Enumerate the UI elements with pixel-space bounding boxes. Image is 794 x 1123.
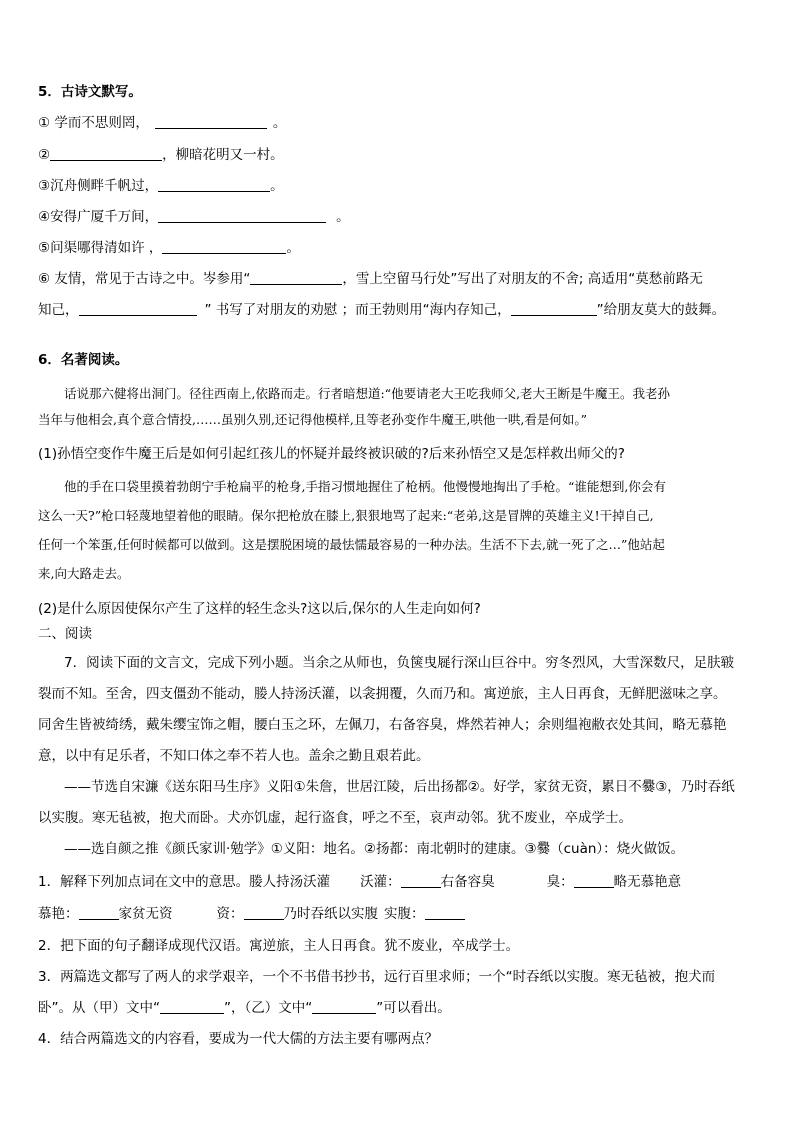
q5-line-7-text: 知己， <box>38 302 79 318</box>
q6-passage-2-line-1: 他的手在口袋里摸着勃朗宁手枪扁平的枪身,手指习惯地握住了枪柄。他慢慢地掏出了手枪。“谁能想到,你会有 <box>64 479 666 494</box>
q7-sub-4: 4．结合两篇选文的内容看，要成为一代大儒的方法主要有哪两点？ <box>38 1031 439 1047</box>
q5-line-4-text: ④安得广厦千万间， <box>38 209 159 225</box>
term-context: 家贫无资 <box>118 906 173 922</box>
q5-line-2-end: ，柳暗花明又一村。 <box>162 147 284 163</box>
sub-3-text: ”，（乙）文中“ <box>224 1000 313 1016</box>
q5-line-6-text: ⑥ 友情，常见于古诗之中。岑参用“ <box>38 271 251 287</box>
answer-blank[interactable] <box>158 208 326 223</box>
q7-sub-2: 2．把下面的句子翻译成现代汉语。寓逆旅，主人日再食。犹不废业，卒成学士。 <box>38 938 520 954</box>
q5-line-4-end: 。 <box>336 209 350 225</box>
q7-passage-line-4: 意，以中有足乐者，不知口体之奉不若人也。盖余之勤且艰若此。 <box>38 748 430 764</box>
q5-line-3 <box>38 176 758 196</box>
q5-line-6-rest: ，雪上空留马行处”写出了对朋友的不舍; 高适用“莫愁前路无 <box>342 271 703 287</box>
sub-1-prompt: 1．解释下列加点词在文中的意思。媵人持汤沃灌 <box>38 874 331 890</box>
q7-sub-3-line-1: 3．两篇选文都写了两人的求学艰辛，一个不书借书抄书，远行百里求师；一个“时吞纸以实腹。寒无毡被，抱犬而 <box>38 969 716 985</box>
q6-passage-2-line-4: 来,向大路走去。 <box>38 566 130 581</box>
q6-passage-1-line-2: 当年与他相会,真个意合情投,……虽别久别,还记得他模样,且等老孙变作牛魔王,哄他一哄,看是何如。” <box>38 412 587 427</box>
answer-blank[interactable] <box>401 873 441 888</box>
q7-source-1-line-2: 以实腹。寒无毡被，抱犬而卧。犬亦饥虚，起行盗食，呼之不至，哀声动邻。犹不废业，卒成学士。 <box>38 810 632 826</box>
answer-blank[interactable] <box>244 905 284 920</box>
q5-line-1 <box>38 113 758 133</box>
term-label: 慕艳： <box>38 906 79 922</box>
q5-line-5-text: ⑤问渠哪得清如许 ， <box>38 240 163 256</box>
q5-line-3-end: 。 <box>270 178 284 194</box>
term-label: 资： <box>216 906 244 922</box>
sub-3-text: ”可以看出。 <box>376 1000 451 1016</box>
q5-line-1-text: ① 学而不思则罔， <box>38 115 149 131</box>
answer-blank[interactable] <box>155 114 267 129</box>
answer-blank[interactable] <box>79 905 119 920</box>
q6-passage-1-line-1: 话说那六健将出洞门。径往西南上,依路而走。行者暗想道:“他要请老大王吃我师父,老大王断是牛魔王。我老孙 <box>64 386 671 401</box>
term-context: 乃时吞纸以实腹 <box>283 906 378 922</box>
q5-line-7-mid: ” 书写了对朋友的劝慰 ；而王勃则用“海内存知己， <box>204 302 511 318</box>
q7-source-1-line-1: ——节选自宋濂《送东阳马生序》义阳①朱詹，世居江陵，后出扬都②。好学，家贫无资，累日不爨③，乃时吞纸 <box>64 779 735 795</box>
answer-blank[interactable] <box>425 905 465 920</box>
q5-line-1-end: 。 <box>272 115 287 131</box>
answer-blank[interactable] <box>160 999 224 1014</box>
answer-blank[interactable] <box>250 270 342 285</box>
q6-question-1: (1)孙悟空变作牛魔王后是如何引起红孩儿的怀疑并最终被识破的?后来孙悟空又是怎样救出师父的? <box>38 446 625 462</box>
q7-sub-1-line-1 <box>38 872 758 892</box>
q5-line-3-text: ③沉舟侧畔千帆过， <box>38 178 159 194</box>
answer-blank[interactable] <box>574 873 614 888</box>
section-heading: 二、阅读 <box>38 626 92 642</box>
answer-blank[interactable] <box>162 239 286 254</box>
q6-title: 6．名著阅读。 <box>38 352 129 368</box>
q5-line-2-text: ② <box>38 147 51 163</box>
term-label: 臭： <box>546 874 574 890</box>
q5-line-5-end: 。 <box>286 240 300 256</box>
answer-blank[interactable] <box>158 177 270 192</box>
answer-blank[interactable] <box>50 146 162 161</box>
q7-passage-line-3: 同舍生皆被绮绣，戴朱缨宝饰之帽，腰白玉之环，左佩刀，右备容臭，烨然若神人；余则缊袍敝衣处其间，略无慕艳 <box>38 717 727 733</box>
q5-line-5 <box>38 238 758 258</box>
term-label: 沃灌： <box>360 874 401 890</box>
q5-line-6 <box>38 269 758 289</box>
q7-passage-line-1: 7．阅读下面的文言文，完成下列小题。当余之从师也，负箧曳屣行深山巨谷中。穷冬烈风，大雪深数尺，足肤皲 <box>64 655 735 671</box>
term-context: 略无慕艳意 <box>613 874 682 890</box>
q6-passage-2-line-2: 这么一天?”枪口轻蔑地望着他的眼睛。保尔把枪放在膝上,狠狠地骂了起来:“老弟,这是冒牌的英雄主义!干掉自己, <box>38 508 654 523</box>
q7-sub-1-line-2 <box>38 904 758 924</box>
q5-line-2 <box>38 145 758 165</box>
term-label: 实腹： <box>384 906 425 922</box>
term-context: 右备容臭 <box>440 874 495 890</box>
q6-question-2: (2)是什么原因使保尔产生了这样的轻生念头?这以后,保尔的人生走向如何? <box>38 601 481 617</box>
q7-passage-line-2: 裂而不知。至舍，四支僵劲不能动，媵人持汤沃灌，以衾拥覆，久而乃和。寓逆旅，主人日再食，无鲜肥滋味之享。 <box>38 686 727 702</box>
answer-blank[interactable] <box>79 301 197 316</box>
q5-line-7-end: ”给朋友莫大的鼓舞。 <box>596 302 726 318</box>
q5-line-4 <box>38 207 758 227</box>
q5-title: 5．古诗文默写。 <box>38 84 142 100</box>
sub-3-text: 卧”。从（甲）文中“ <box>38 1000 160 1016</box>
answer-blank[interactable] <box>312 999 376 1014</box>
q7-source-2: ——选自颜之推《颜氏家训·勉学》①义阳：地名。②扬都：南北朝时的建康。③爨（cuàn）：烧火做饭。 <box>64 841 685 857</box>
answer-blank[interactable] <box>511 301 597 316</box>
q6-passage-2-line-3: 任何一个笨蛋,任何时候都可以做到。这是摆脱困境的最怯懦最容易的一种办法。生活不下去,就一死了之…”他站起 <box>38 537 665 552</box>
q7-sub-3-line-2 <box>38 998 758 1018</box>
q5-line-7 <box>38 300 758 320</box>
